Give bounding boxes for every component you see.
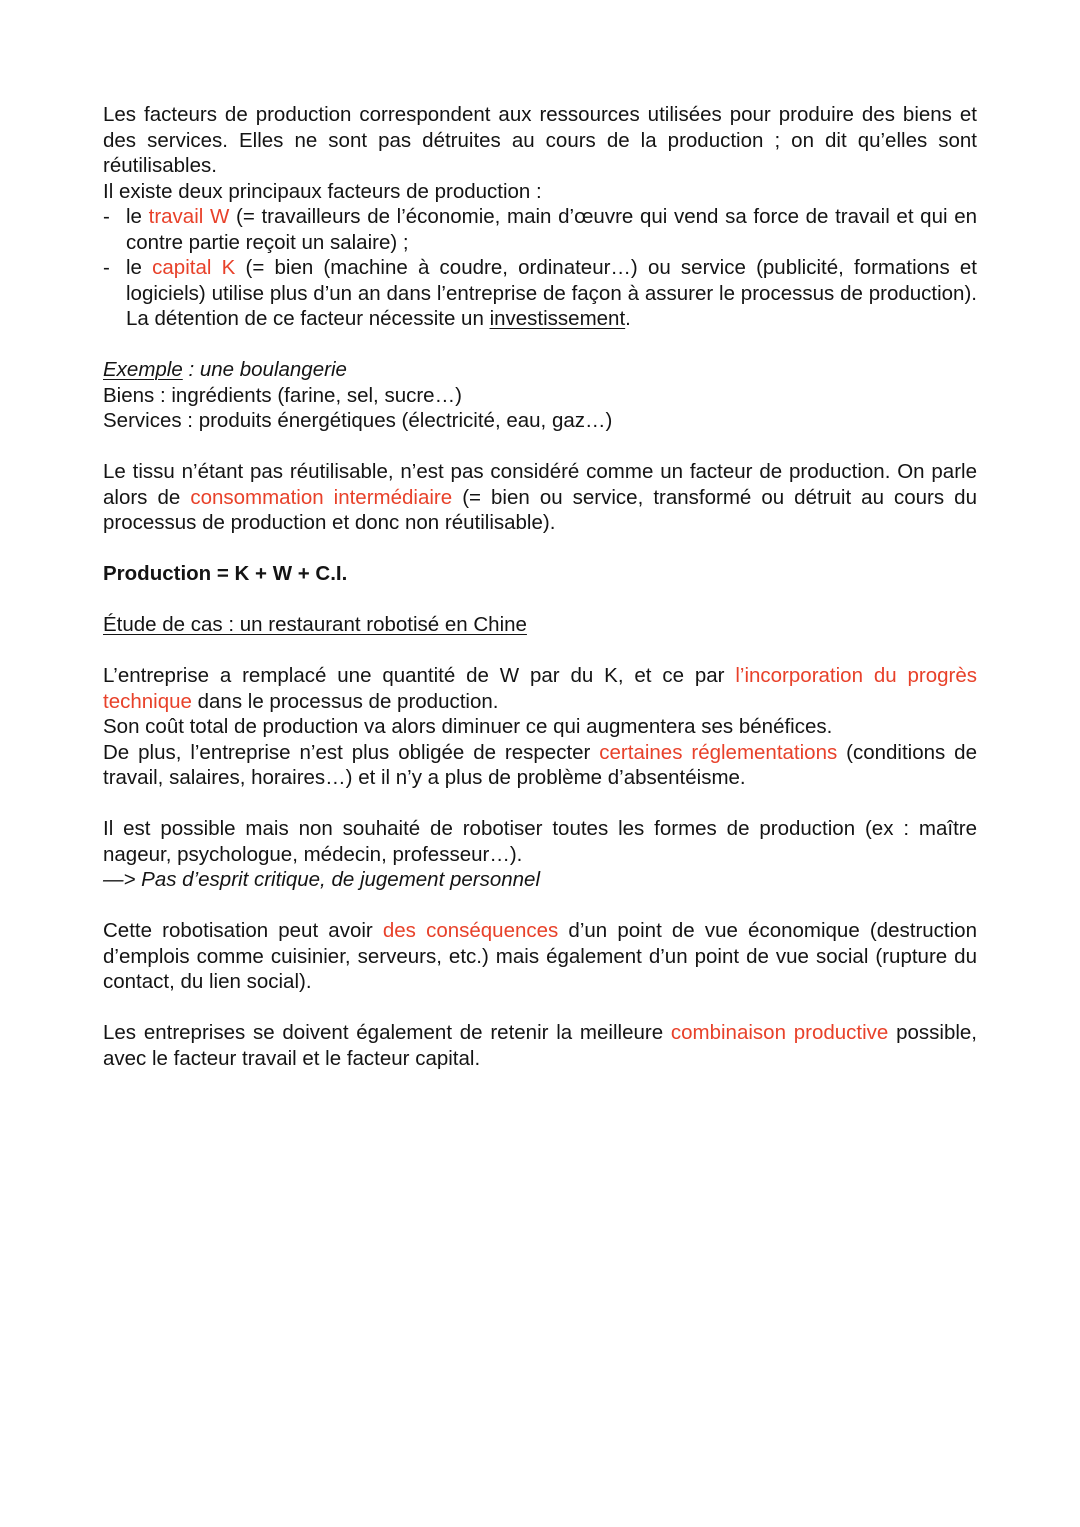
case-paragraph-2: Son coût total de production va alors diminuer ce qui augmentera ses bénéfices. (103, 715, 833, 738)
example-biens: Biens : ingrédients (farine, sel, sucre…) (103, 383, 462, 407)
robot-arrow-note: —> Pas d’esprit critique, de jugement personnel (103, 868, 541, 891)
example-services: Services : produits énergétiques (électricité, eau, gaz…) (103, 409, 613, 432)
term-highlight: capital K (152, 256, 236, 279)
case-study-title: Étude de cas : un restaurant robotisé en Chine (103, 613, 527, 636)
robot-paragraph: Il est possible mais non souhaité de robotiser toutes les formes de production (ex : maître nageur, psychologue, médecin, professeur…). (103, 817, 977, 866)
dash-bullet: - (103, 205, 110, 228)
case-paragraph-1: L’entreprise a remplacé une quantité de W par du K, et ce par l’incorporation du progrès technique dans le processus de production. (103, 664, 977, 713)
factors-lead: Il existe deux principaux facteurs de production : (103, 179, 542, 203)
example-heading: Exemple : une boulangerie (103, 358, 347, 381)
intro-paragraph: Les facteurs de production correspondent aux ressources utilisées pour produire des biens et des services. Elles ne sont pas détruites au cours de la production ; on dit qu’elles sont réutilisables. (103, 103, 977, 177)
term-highlight: l’incorporation du progrès technique (103, 664, 977, 713)
case-paragraph-3: De plus, l’entreprise n’est plus obligée de respecter certaines réglementations (conditions de travail, salaires, horaires…) et il n’y a plus de problème d’absentéisme. (103, 740, 977, 789)
underlined-term: investissement (489, 307, 626, 330)
list-item: - le travail W (= travailleurs de l’économie, main d’œuvre qui vend sa force de travail et qui en contre partie reçoit un salaire) ; (103, 205, 977, 254)
term-highlight: travail W (148, 205, 230, 228)
dash-bullet: - (103, 256, 110, 279)
factors-list (103, 204, 977, 332)
term-highlight: consommation intermédiaire (190, 485, 453, 509)
production-formula: Production = K + W + C.I. (103, 562, 348, 585)
term-highlight: certaines réglementations (599, 740, 838, 764)
tissu-paragraph: Le tissu n’étant pas réutilisable, n’est pas considéré comme un facteur de production. On parle alors de consommation intermédiaire (= bien ou service, transformé ou détruit au cours du processus de production et donc non réutilisable). (103, 460, 977, 534)
list-item: - le capital K (= bien (machine à coudre, ordinateur…) ou service (publicité, formations et logiciels) utilise plus d’un an dans l’entreprise de façon à assurer le processus de production). La détention de ce facteur nécessite un investissement. (103, 256, 977, 330)
consequences-paragraph: Cette robotisation peut avoir des conséquences d’un point de vue économique (destruction d’emplois comme cuisinier, serveurs, etc.) mais également d’un point de vue social (rupture du contact, du lien social). (103, 919, 977, 993)
term-highlight: des conséquences (382, 919, 559, 942)
term-highlight: combinaison productive (670, 1021, 889, 1044)
combination-paragraph: Les entreprises se doivent également de retenir la meilleure combinaison productive possible, avec le facteur travail et le facteur capital. (103, 1021, 978, 1070)
document-page (103, 102, 977, 1071)
